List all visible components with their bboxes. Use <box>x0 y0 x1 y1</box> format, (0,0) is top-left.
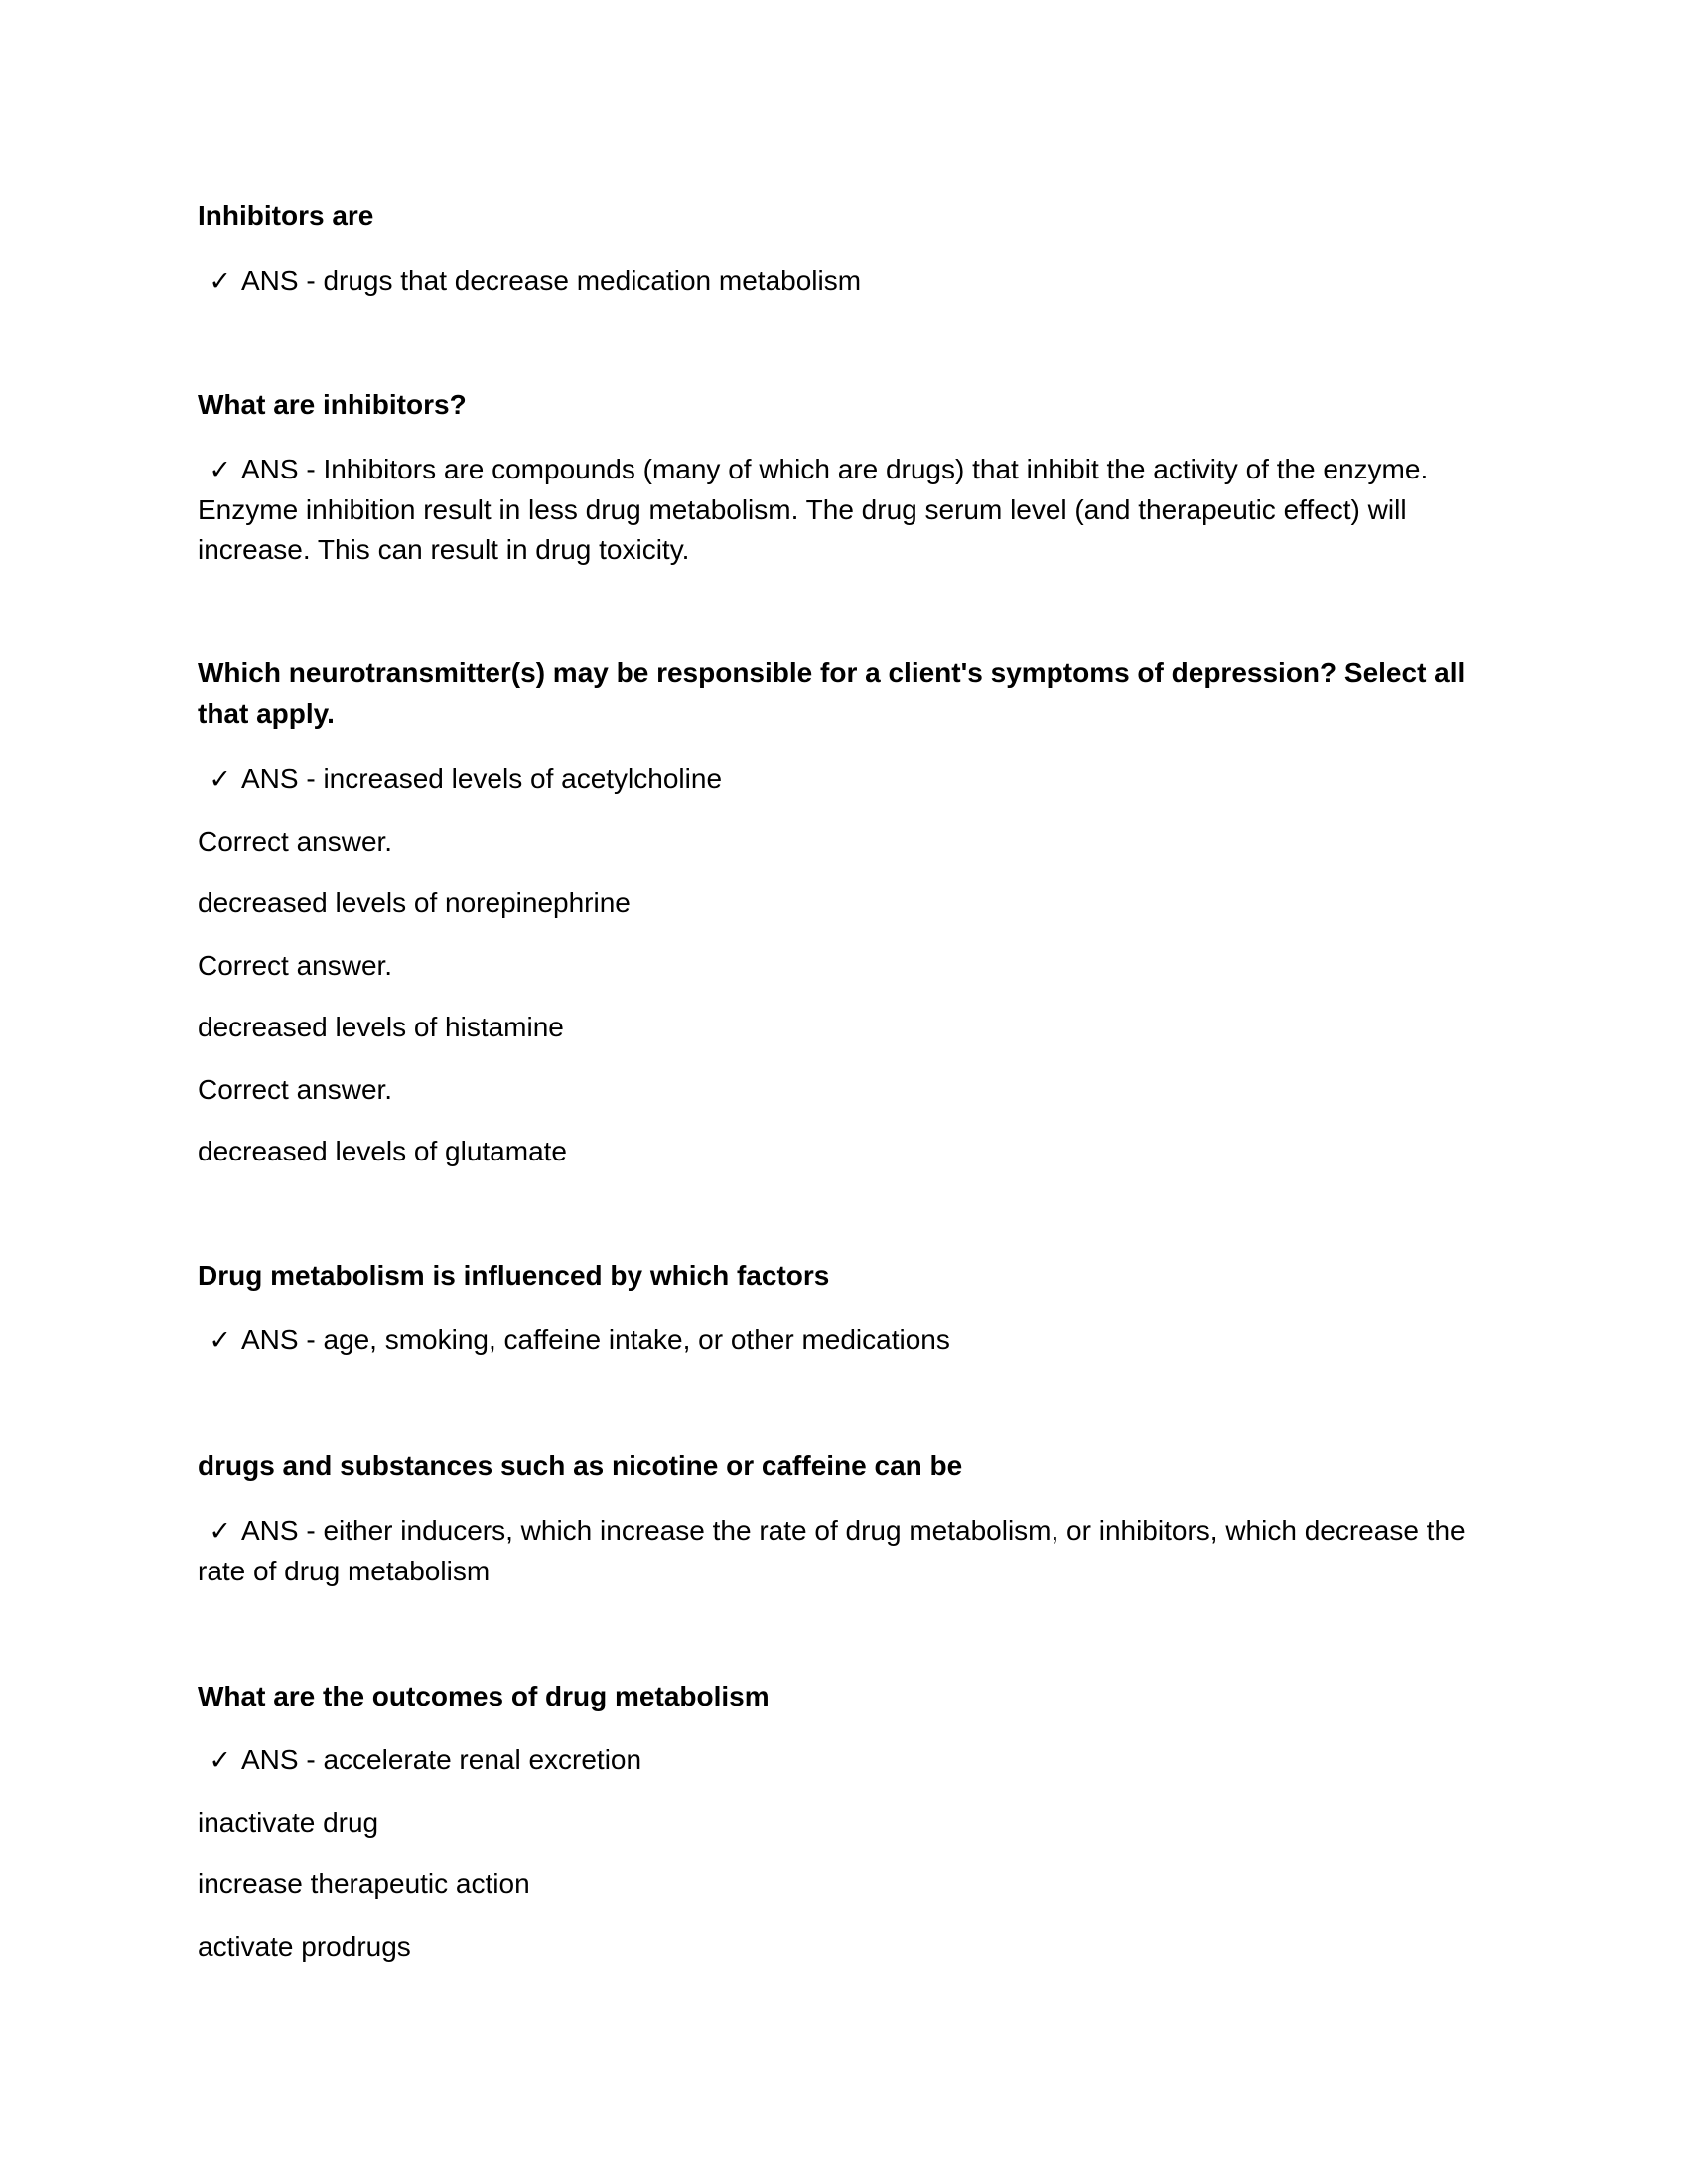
check-icon: ✓ <box>209 1745 231 1776</box>
answer-5 <box>198 1511 1488 1591</box>
answer-option-line: decreased levels of histamine <box>198 1012 564 1042</box>
check-icon: ✓ <box>209 455 231 485</box>
question-3: Which neurotransmitter(s) may be responsible for a client's symptoms of depression? Select all that apply. <box>198 657 1466 729</box>
answer-2 <box>198 450 1478 570</box>
question-6: What are the outcomes of drug metabolism <box>198 1681 770 1711</box>
answer-text: ANS - either inducers, which increase the rate of drug metabolism, or inhibitors, which decrease the rate of drug metabolism <box>198 1515 1466 1586</box>
check-icon: ✓ <box>209 1516 231 1547</box>
answer-4 <box>198 1320 1488 1361</box>
answer-option-line: Correct answer. <box>198 826 393 857</box>
answer-text: ANS - increased levels of acetylcholine <box>241 763 723 794</box>
check-icon: ✓ <box>209 764 231 795</box>
answer-text: ANS - accelerate renal excretion <box>241 1744 642 1775</box>
answer-option-line: decreased levels of glutamate <box>198 1136 567 1166</box>
question-5: drugs and substances such as nicotine or caffeine can be <box>198 1450 963 1481</box>
question-2: What are inhibitors? <box>198 389 467 420</box>
question-4: Drug metabolism is influenced by which factors <box>198 1260 830 1291</box>
answer-3 <box>198 759 1488 800</box>
check-icon: ✓ <box>209 266 231 297</box>
answer-option-line: Correct answer. <box>198 950 393 981</box>
answer-text: ANS - age, smoking, caffeine intake, or other medications <box>241 1324 950 1355</box>
question-1: Inhibitors are <box>198 201 374 231</box>
answer-1 <box>198 261 1488 302</box>
answer-text: ANS - drugs that decrease medication metabolism <box>241 265 862 296</box>
answer-option-line: increase therapeutic action <box>198 1868 530 1899</box>
answer-6 <box>198 1740 1488 1781</box>
answer-option-line: activate prodrugs <box>198 1931 411 1962</box>
answer-text: ANS - Inhibitors are compounds (many of which are drugs) that inhibit the activity of the enzyme. Enzyme inhibition result in less drug metabolism. The drug serum level (and therapeutic effect) will increase. This can result in drug toxicity. <box>198 454 1429 565</box>
check-icon: ✓ <box>209 1325 231 1356</box>
answer-option-line: inactivate drug <box>198 1807 379 1838</box>
answer-option-line: decreased levels of norepinephrine <box>198 887 631 918</box>
answer-option-line: Correct answer. <box>198 1074 393 1105</box>
